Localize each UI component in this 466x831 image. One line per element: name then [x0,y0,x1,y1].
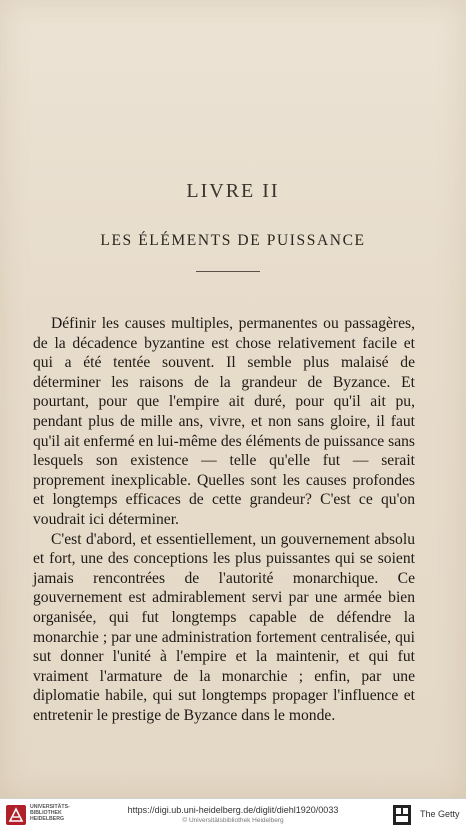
chapter-heading: LIVRE II [186,180,280,202]
getty-partner-label[interactable]: The Getty [420,809,460,819]
title-rule-divider [196,271,260,272]
getty-logo-icon[interactable] [393,805,411,825]
viewer-footer [0,798,466,831]
page-url-link[interactable]: https://digi.ub.uni-heidelberg.de/diglit/diehl1920/0033 [127,805,339,815]
section-title: LES ÉLÉMENTS DE PUISSANCE [100,232,366,249]
paragraph-2: C'est d'abord, et essentiellement, un gouvernement absolu et fort, une des conceptions les plus puissantes qui se soient jamais rencontrées de l'autorité monarchique. Ce gouvernement est admirablement servi par une armée bien organisée, qui fut longtemps capable de défendre la monarchie ; par une administration fortement centralisée, qui sut donner l'unité à l'empire et la maintenir, et qui fut vraiment l'armature de la monarchie ; enfin, par une diplomatie habile, qui sut longtemps propager l'influence et entretenir le prestige de Byzance dans le monde. [33,530,415,724]
paragraph-1: Définir les causes multiples, permanentes ou passagères, de la décadence byzantine est chose relativement facile et qui a été tentée souvent. Il semble plus malaisé de déterminer les raisons de la grandeur de Byzance. Et pourtant, pour que l'empire ait duré, pour qu'il ait pu, pendant plus de mille ans, vivre, et non sans gloire, il faut qu'il ait enfermé en lui-même des éléments de puissance sans lesquels son existence — telle qu'elle fut — serait proprement inexplicable. Quelles sont les causes profondes et longtemps efficaces de cette grandeur? C'est ce qu'on voudrait ici déterminer. [33,315,415,528]
body-text [33,314,415,725]
library-name[interactable]: UNIVERSITÄTS-BIBLIOTHEK HEIDELBERG [30,804,70,822]
copyright-notice: © Universitätsbibliothek Heidelberg [182,817,284,824]
